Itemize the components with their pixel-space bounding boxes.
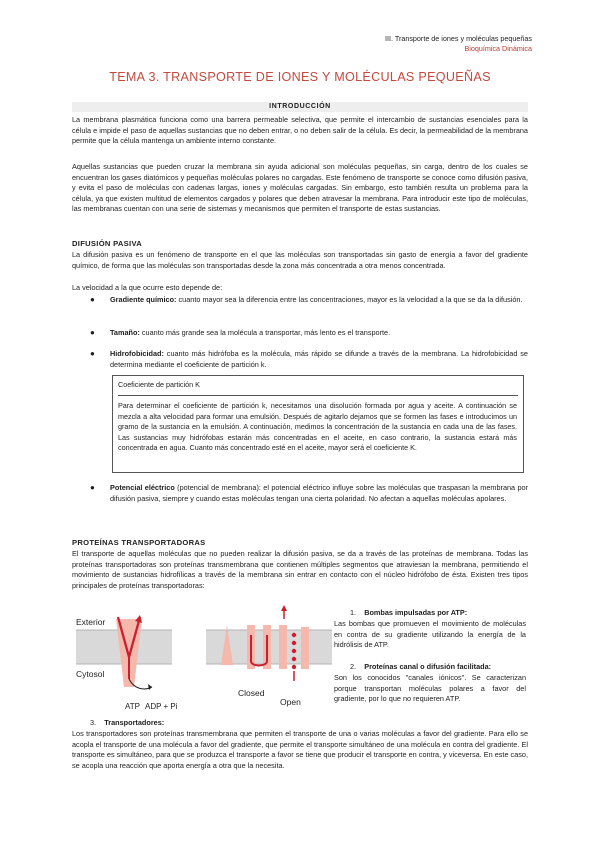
- page-title: TEMA 3. TRANSPORTE DE IONES Y MOLÉCULAS PEQUEÑAS: [109, 70, 491, 84]
- difusion-heading: DIFUSIÓN PASIVA: [72, 239, 143, 248]
- item-number: 1.: [350, 608, 357, 617]
- ion-dot: [292, 657, 296, 661]
- arrow-head-icon: [281, 605, 287, 611]
- label-exterior: Exterior: [76, 617, 106, 627]
- proteinas-heading: PROTEÍNAS TRANSPORTADORAS: [72, 538, 206, 547]
- item-title: Transportadores:: [104, 718, 165, 727]
- intro-paragraph-2: Aquellas sustancias que pueden cruzar la membrana sin ayuda adicional son moléculas pequeñas, sin carga, dentro de los cuales se encuentran los gases diatómicos y pequeñas moléculas polares no cargadas. Este fenómeno de transporte se conoce como difusión pasiva, y evita el paso de moléculas con cadenas largas, iones y moléculas cargadas. Sin embargo, esto también resulta un problema para la célula, ya que existen multitud de elementos cargados y polares que deben atravesar la membrana. Para introducir este tipo de moléculas, las membranas cuentan con una serie de sistemas y mecanismos que permiten el transporte de estas sustancias.: [72, 162, 528, 214]
- item-title: Bombas impulsadas por ATP:: [364, 608, 468, 617]
- bullet-potencial: [72, 483, 528, 517]
- bullet-text: cuanto mayor sea la diferencia entre las concentraciones, mayor es la velocidad a la que se da la difusión.: [176, 295, 523, 304]
- label-cytosol: Cytosol: [76, 669, 105, 679]
- bullet-term: Potencial eléctrico: [110, 483, 175, 492]
- ion-dot: [292, 649, 296, 653]
- bullet-dot: ●: [90, 483, 95, 492]
- velocidad-intro: La velocidad a la que ocurre esto depende de:: [72, 283, 223, 292]
- ion-dot: [292, 641, 296, 645]
- proteinas-paragraph: El transporte de aquellas moléculas que no pueden realizar la difusión pasiva, se da a través de las proteínas de membrana. Todas las proteínas transportadoras son proteínas transmembrana que contienen múltiples segmentos que atraviesan la membrana, permitiendo el movimiento de sustancias hidrofílicas a través de la membrana sin entrar en contacto con el núcleo hidrófobo de ésta. Existen tres tipos principales de proteínas transportadoras:: [72, 549, 528, 590]
- label-atp: ATP: [125, 702, 140, 711]
- intro-heading: INTRODUCCIÓN: [72, 102, 528, 112]
- item-2-text: Son los conocidos "canales iónicos". Se caracterizan porque transportan moléculas polares a favor del gradiente, por lo que no requieren ATP.: [334, 673, 526, 704]
- bullet-dot: ●: [90, 295, 95, 304]
- item-3-heading: [90, 718, 164, 729]
- ion-dot: [292, 633, 296, 637]
- bullet-term: Tamaño:: [110, 328, 140, 337]
- label-adp: ADP + Pi: [145, 702, 178, 711]
- item-1-heading: [350, 608, 467, 619]
- bullet-gradiente: [72, 295, 528, 319]
- box-body: Para determinar el coeficiente de partición k, necesitamos una disolución formada por agua y aceite. A continuación se mezcla a alta velocidad para formar una emulsión. Después de agitarlo dejamos que se formen las fases e introducimos un gramo de la sustancia en la emulsión. A continuación, medimos la concentración de la sustancia en cada una de las fases. Las sustancias muy hidrófobas estarán más concentradas en el aceite, en caso contrario, la sustancia estará más concentrada en agua. Cuanto más concentrado esté en el aceite, mayor será el coeficiente K.: [118, 401, 517, 453]
- box-divider: [118, 395, 518, 396]
- intro-paragraph-1: La membrana plasmática funciona como una barrera permeable selectiva, que permite el intercambio de sustancias esenciales para la célula e impide el paso de aquellas sustancias que no deben entrar, o no deben salir de la célula. Es decir, la permeabilidad de la membrana permite que la célula mantenga un ambiente interno constante.: [72, 115, 528, 146]
- bullet-term: Hidrofobicidad:: [110, 349, 164, 358]
- bullet-tamano: [72, 328, 528, 340]
- running-header: [385, 34, 532, 54]
- item-number: 2.: [350, 662, 357, 671]
- bullet-dot: ●: [90, 349, 95, 358]
- open-channel-right: [301, 627, 309, 669]
- bullet-term: Gradiente químico:: [110, 295, 177, 304]
- coeficiente-box: [112, 375, 524, 473]
- label-closed: Closed: [238, 688, 265, 698]
- header-chapter: III. Transporte de iones y moléculas pequeñas: [384, 34, 532, 43]
- arrow-head-icon: [148, 684, 152, 690]
- bullet-text: (potencial de membrana): el potencial eléctrico influye sobre las moléculas que traspasan la membrana por difusión pasiva, siempre y cuando estas moléculas tengan una cierta polaridad. No afectan a aquellas moléculas apolares.: [110, 483, 529, 503]
- bullet-text: cuanto más hidrófoba es la molécula, más rápido se difunde a través de la membrana. La hidrofobicidad se determina mediante el coeficiente de partición k.: [110, 349, 528, 369]
- bullet-dot: ●: [90, 328, 95, 337]
- ion-dot: [292, 665, 296, 669]
- item-1-text: Las bombas que promueven el movimiento de moléculas en contra de su gradiente utilizando la energía de la hidrólisis de ATP.: [334, 619, 526, 650]
- open-channel-left: [279, 625, 287, 669]
- label-open: Open: [280, 697, 301, 707]
- bullet-hidrofobicidad: [72, 349, 528, 373]
- difusion-paragraph: La difusión pasiva es un fenómeno de transporte en el que las moléculas son transportadas sin gasto de energía a favor del gradiente químico, de forma que las moléculas son transportadas desde la zona más concentrada a otra menos concentrada.: [72, 250, 528, 270]
- box-title: Coeficiente de partición K: [118, 380, 200, 389]
- item-3-text: Los transportadores son proteínas transmembrana que permiten el transporte de una o varias moléculas a favor del gradiente. Para ello se acopla el transporte de una molécula a favor del gradiente, que permite el transporte simultáneo de una molécula en contra del gradiente. El transporte es simultáneo, para que se produzca el transporte a favor se tiene que producir el transporte en contra, y viceversa. En este caso, se acopla una reacción que aporta energía a otra que la necesita.: [72, 729, 528, 770]
- header-subject: Bioquímica Dinámica: [464, 44, 532, 53]
- transport-proteins-figure: [72, 605, 332, 715]
- item-title: Proteínas canal o difusión facilitada:: [364, 662, 492, 671]
- bullet-text: cuanto más grande sea la molécula a transportar, más lento es el transporte.: [139, 328, 391, 337]
- item-number: 3.: [90, 718, 97, 727]
- item-2-heading: [350, 662, 491, 673]
